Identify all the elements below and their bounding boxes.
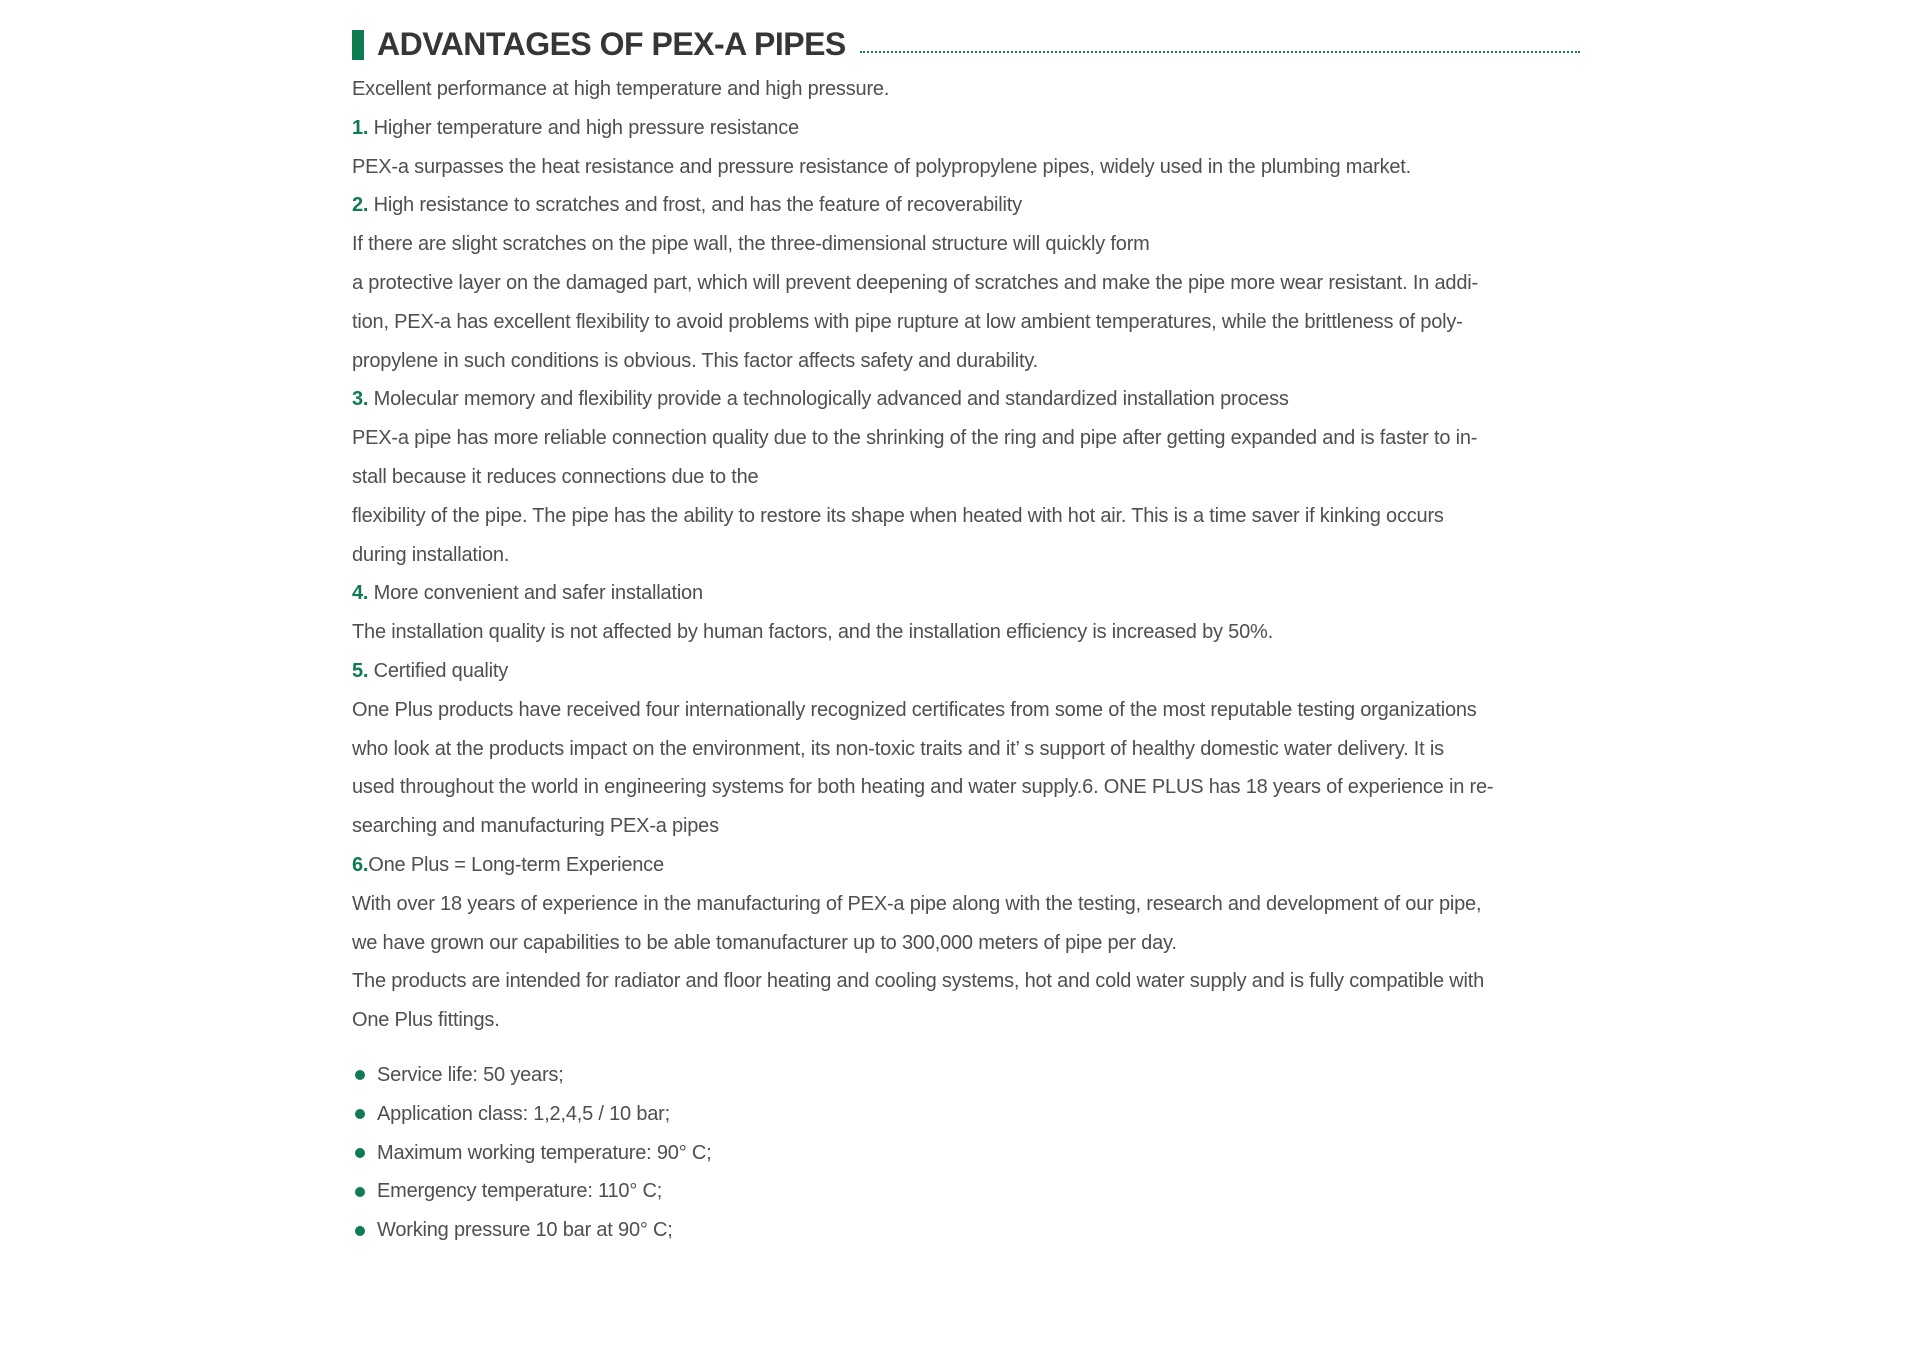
body-line: 2. High resistance to scratches and frost, and has the feature of recoverability xyxy=(352,194,1022,217)
body-line: 5. Certified quality xyxy=(352,659,509,682)
section-header xyxy=(352,26,1580,60)
body-line: One Plus fittings. xyxy=(352,1009,500,1032)
body-line: With over 18 years of experience in the manufacturing of PEX-a pipe along with the testing, research and development of our pipe, xyxy=(352,892,1482,915)
body-line: flexibility of the pipe. The pipe has the ability to restore its shape when heated with hot air. This is a time saver if kinking occurs xyxy=(352,504,1444,527)
body-line: The installation quality is not affected by human factors, and the installation efficiency is increased by 50%. xyxy=(352,621,1273,644)
body-line: who look at the products impact on the environment, its non-toxic traits and it’ s support of healthy domestic water delivery. It is xyxy=(352,737,1444,760)
item-number: 6. xyxy=(352,853,369,876)
body-line: during installation. xyxy=(352,543,510,566)
spec-bullet-item: Working pressure 10 bar at 90° C; xyxy=(352,1211,1580,1250)
body-line: 6.One Plus = Long-term Experience xyxy=(352,853,664,876)
body-line: If there are slight scratches on the pipe wall, the three-dimensional structure will quickly form xyxy=(352,233,1150,256)
dotted-divider xyxy=(860,51,1580,53)
item-number: 4. xyxy=(352,582,369,605)
body-line: One Plus products have received four internationally recognized certificates from some of the most reputable testing organizations xyxy=(352,698,1477,721)
heading-marker-bar xyxy=(352,30,364,60)
page-title: ADVANTAGES OF PEX-A PIPES xyxy=(377,26,846,62)
body-line: searching and manufacturing PEX-a pipes xyxy=(352,815,719,838)
body-line: PEX-a surpasses the heat resistance and pressure resistance of polypropylene pipes, widely used in the plumbing market. xyxy=(352,155,1412,178)
body-line: 4. More convenient and safer installation xyxy=(352,582,703,605)
bullet-dot-icon xyxy=(355,1226,365,1236)
body-line: propylene in such conditions is obvious. This factor affects safety and durability. xyxy=(352,349,1039,372)
body-line: PEX-a pipe has more reliable connection quality due to the shrinking of the ring and pipe after getting expanded and is faster to in- xyxy=(352,427,1478,450)
spec-bullet-item: Maximum working temperature: 90° C; xyxy=(352,1134,1580,1173)
body-line: stall because it reduces connections due to the xyxy=(352,465,759,488)
bullet-dot-icon xyxy=(355,1109,365,1119)
bullet-dot-icon xyxy=(355,1070,365,1080)
item-number: 2. xyxy=(352,194,369,217)
item-number: 3. xyxy=(352,388,369,411)
body-line: 1. Higher temperature and high pressure resistance xyxy=(352,116,799,139)
spec-bullet-item: Emergency temperature: 110° C; xyxy=(352,1172,1580,1211)
body-line: tion, PEX-a has excellent flexibility to avoid problems with pipe rupture at low ambient temperatures, while the brittleness of poly- xyxy=(352,310,1463,333)
body-lines xyxy=(352,70,1580,1040)
item-number: 5. xyxy=(352,659,369,682)
spec-bullet-item: Service life: 50 years; xyxy=(352,1056,1580,1095)
body-line: a protective layer on the damaged part, which will prevent deepening of scratches and make the pipe more wear resistant. In addi- xyxy=(352,271,1478,294)
body-line: Excellent performance at high temperature and high pressure. xyxy=(352,78,890,100)
body-line: The products are intended for radiator and floor heating and cooling systems, hot and cold water supply and is fully compatible with xyxy=(352,970,1485,993)
body-line: 3. Molecular memory and flexibility provide a technologically advanced and standardized installation process xyxy=(352,388,1289,411)
bullet-dot-icon xyxy=(355,1187,365,1197)
body-line: used throughout the world in engineering systems for both heating and water supply.6. ONE PLUS has 18 years of experience in re- xyxy=(352,776,1494,799)
item-number: 1. xyxy=(352,116,369,139)
body-line: we have grown our capabilities to be able tomanufacturer up to 300,000 meters of pipe per day. xyxy=(352,931,1177,954)
bullet-dot-icon xyxy=(355,1148,365,1158)
spec-bullet-item: Application class: 1,2,4,5 / 10 bar; xyxy=(352,1095,1580,1134)
spec-bullet-list xyxy=(352,1056,1580,1250)
